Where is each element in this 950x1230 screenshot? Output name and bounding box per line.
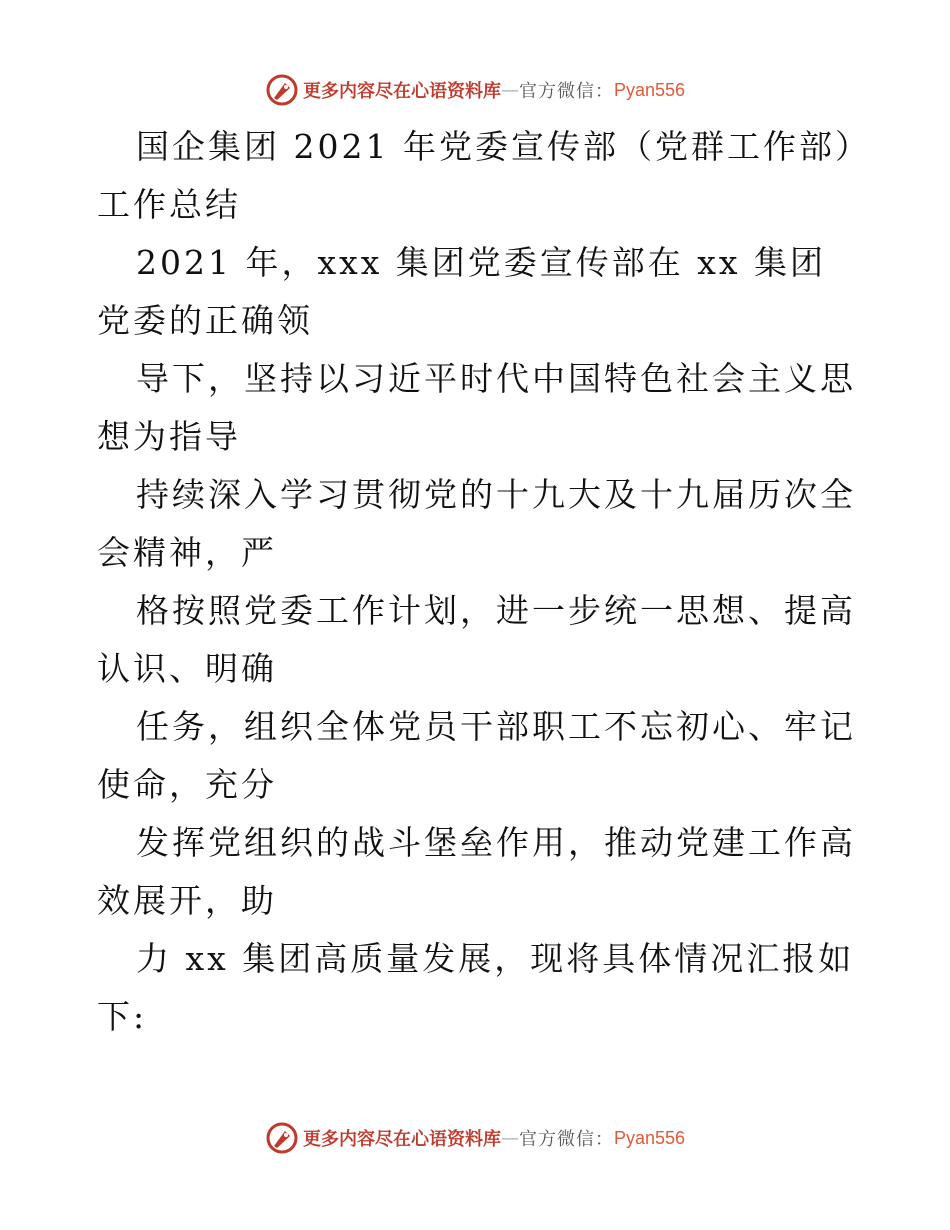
banner-wechat-label: 官方微信： — [518, 81, 614, 102]
banner-main-text: 更多内容尽在心语资料库 — [302, 81, 501, 102]
paragraph-line: 国企集团 2021 年党委宣传部（党群工作部）工 — [97, 127, 855, 224]
banner-separator: — — [500, 79, 519, 101]
pen-nib-logo-icon — [265, 1121, 299, 1155]
paragraph-4 — [97, 466, 857, 582]
paragraph-3 — [97, 350, 857, 466]
paragraph-line: 2021 年，xxx 集团党委宣传部在 xx 集团党委 — [97, 243, 826, 340]
pen-nib-logo-icon — [265, 73, 299, 107]
banner-wechat-label: 官方微信： — [518, 1129, 614, 1150]
paragraph-1 — [97, 118, 857, 234]
paragraph-8 — [97, 930, 857, 1046]
paragraph-line: 为指导 — [133, 417, 241, 456]
paragraph-line: 展开，助 — [133, 881, 277, 920]
paragraph-7 — [97, 814, 857, 930]
paragraph-line: 导下，坚持以习近平时代中国特色社会主义思想 — [97, 359, 856, 456]
paragraph-line: 识、明确 — [133, 649, 277, 688]
footer-watermark-banner — [0, 1118, 950, 1158]
banner-wechat-id: Pyan556 — [613, 79, 686, 100]
paragraph-line: 命，充分 — [133, 765, 277, 804]
paragraph-line: 的正确领 — [169, 301, 313, 340]
paragraph-line: 格按照党委工作计划，进一步统一思想、提高认 — [97, 591, 856, 688]
paragraph-2 — [97, 234, 857, 350]
paragraph-6 — [97, 698, 857, 814]
paragraph-line: 发挥党组织的战斗堡垒作用，推动党建工作高效 — [97, 823, 856, 920]
paragraph-line: 下: — [97, 997, 148, 1036]
paragraph-line: 力 xx 集团高质量发展，现将具体情况汇报如 — [136, 939, 855, 978]
banner-separator: — — [500, 1127, 519, 1149]
document-body — [97, 118, 857, 1046]
paragraph-5 — [97, 582, 857, 698]
paragraph-line: 任务，组织全体党员干部职工不忘初心、牢记使 — [97, 707, 856, 804]
header-watermark-banner — [0, 70, 950, 110]
paragraph-line: 精神，严 — [133, 533, 277, 572]
paragraph-line: 作总结 — [133, 185, 241, 224]
banner-wechat-id: Pyan556 — [613, 1127, 686, 1148]
banner-main-text: 更多内容尽在心语资料库 — [302, 1129, 501, 1150]
paragraph-line: 持续深入学习贯彻党的十九大及十九届历次全会 — [97, 475, 856, 572]
